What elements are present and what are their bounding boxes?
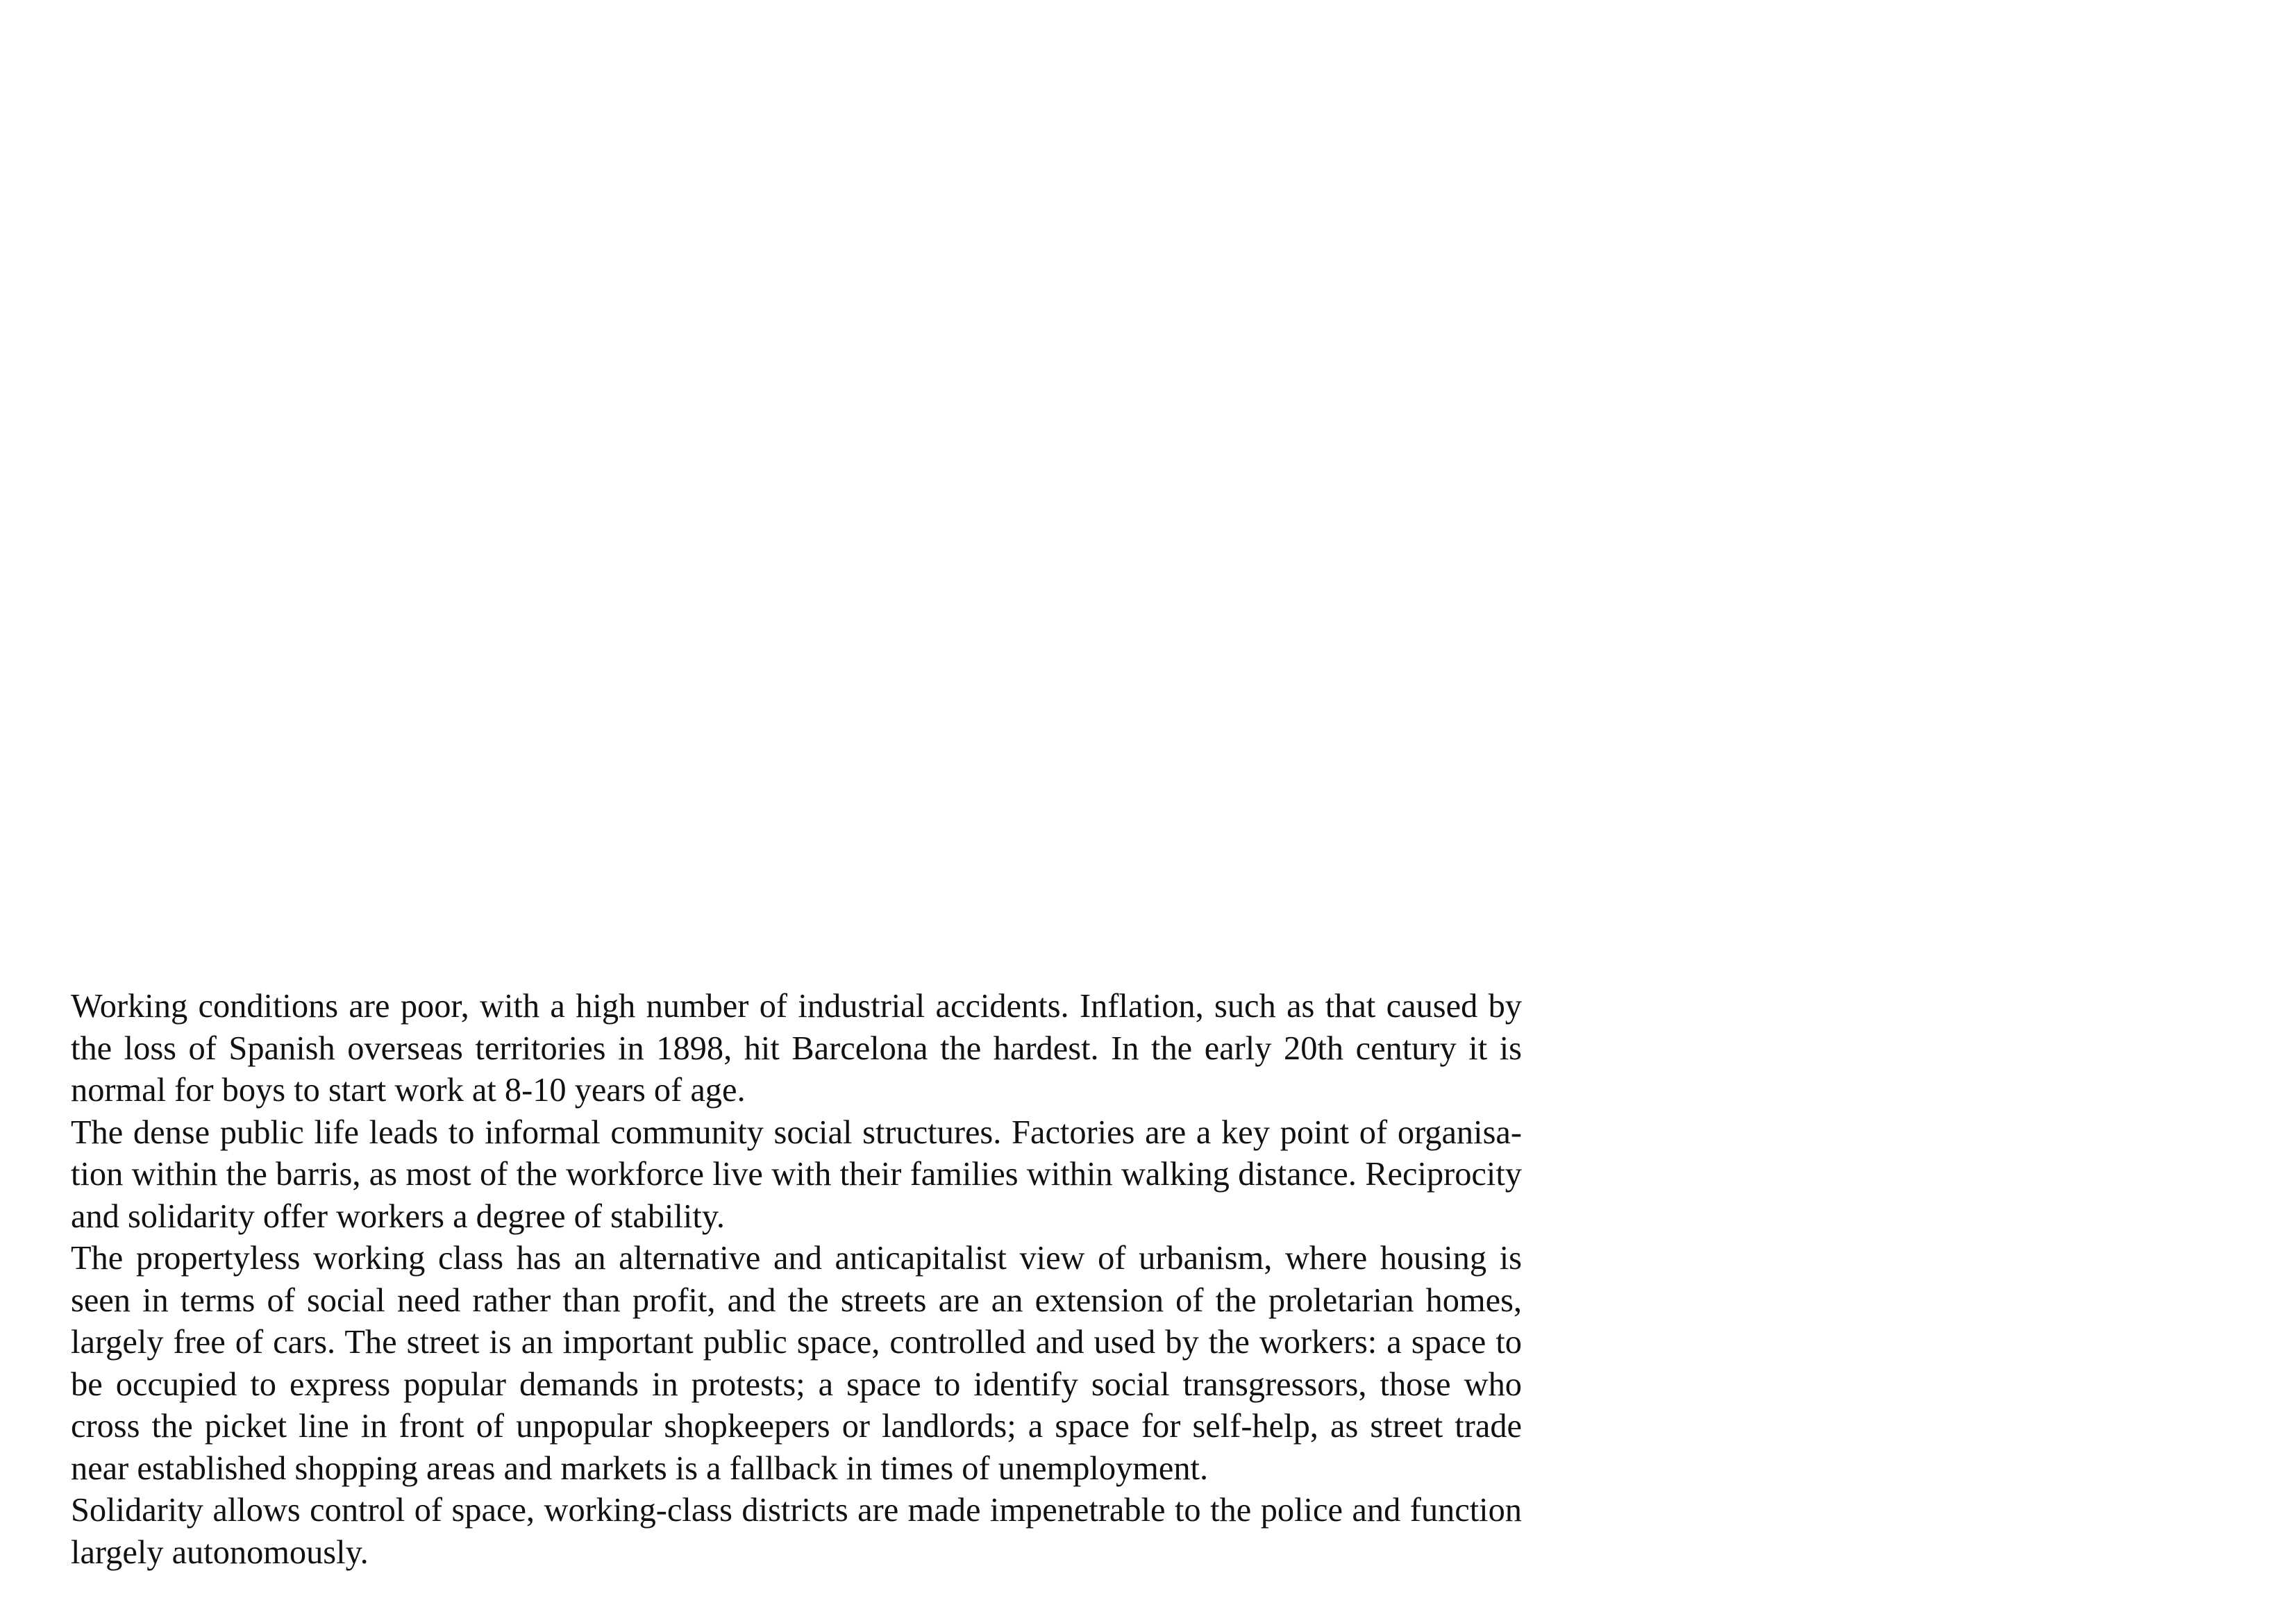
- paragraph-working-conditions: Working conditions are poor, with a high number of industrial accidents. Inflation, such as that caused by the loss of Spanish overseas territories in 1898, hit Barcelona the hardest. In the early 20th century it is normal for boys to start work at 8-10 years of age.: [71, 988, 1522, 1109]
- paragraph-public-life: The dense public life leads to informal community social structures. Factories are a key point of organisation within the barris, as most of the workforce live with their families within walking distance. Reciprocity and solidarity offer workers a degree of stability.: [71, 1113, 1522, 1235]
- body-text: [71, 986, 1522, 1574]
- paragraph-urbanism: The propertyless working class has an alternative and anticapitalist view of urbanism, where housing is seen in terms of social need rather than profit, and the streets are an extension of the proletarian homes, largely free of cars. The street is an important public space, controlled and used by the workers: a space to be occupied to express popular demands in protests; a space to identify social transgressors, those who cross the picket line in front of unpopular shopkeepers or landlords; a space for self-help, as street trade near established shopping areas and markets is a fallback in times of unemployment.: [71, 1240, 1522, 1487]
- paragraph-solidarity: Solidarity allows control of space, working-class districts are made impenetrable to the police and function largely autonomously.: [71, 1492, 1522, 1571]
